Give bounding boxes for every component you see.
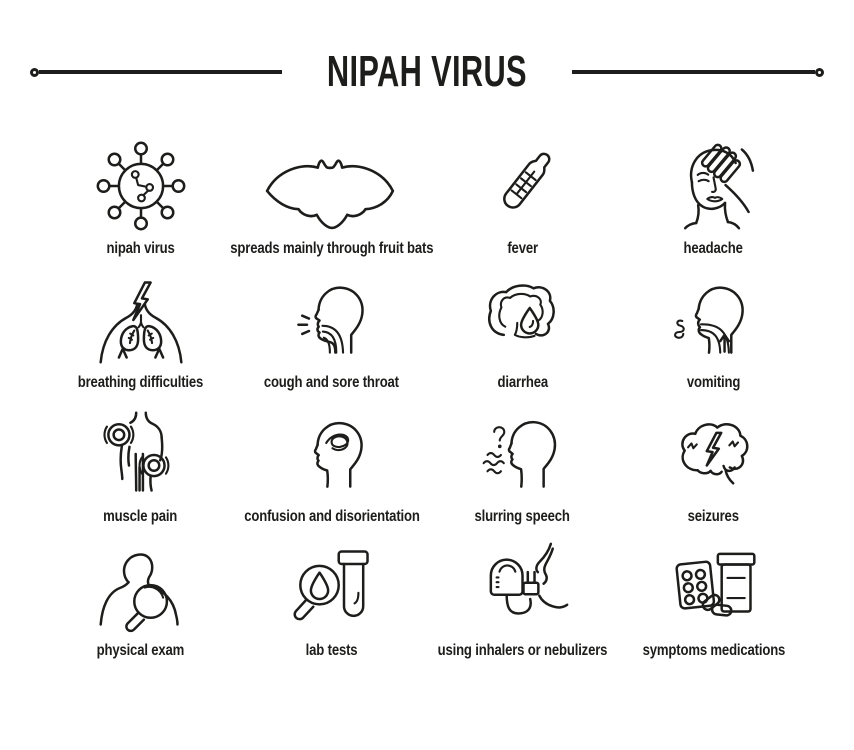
- brain-seizure-icon: [666, 399, 762, 502]
- grid-item-label: seizures: [687, 507, 740, 525]
- right-rule: [572, 70, 815, 74]
- virus-icon: [93, 131, 189, 234]
- grid-item-label: nipah virus: [106, 239, 175, 257]
- vomiting-icon: [666, 265, 762, 368]
- page-title: NIPAH VIRUS: [326, 47, 528, 96]
- grid-item-label: physical exam: [96, 641, 185, 659]
- grid-item-label: headache: [683, 239, 744, 257]
- grid-item-muscle-pain: [45, 392, 236, 526]
- grid-item-label: breathing difficulties: [77, 373, 204, 391]
- grid-item-physical-exam: [45, 526, 236, 660]
- grid-item-medications: [618, 526, 809, 660]
- right-line-dot-icon: [815, 68, 824, 77]
- muscle-pain-icon: [93, 399, 189, 502]
- grid-item-label: cough and sore throat: [263, 373, 400, 391]
- header: [0, 47, 854, 96]
- lungs-icon: [93, 265, 189, 368]
- grid-item-headache: [618, 124, 809, 258]
- grid-item-label: symptoms medications: [642, 641, 785, 659]
- grid-item-label: lab tests: [305, 641, 358, 659]
- grid-item-label: using inhalers or nebulizers: [437, 641, 608, 659]
- grid-item-breathing-difficulties: [45, 258, 236, 392]
- grid-item-label: vomiting: [686, 373, 741, 391]
- grid-item-label: slurring speech: [474, 507, 571, 525]
- confused-head-icon: [284, 399, 380, 502]
- nebulizer-icon: [475, 533, 571, 636]
- lab-tests-icon: [284, 533, 380, 636]
- grid-item-fruit-bats: [229, 124, 434, 258]
- grid-item-label: confusion and disorientation: [243, 507, 420, 525]
- grid-item-fever: [427, 124, 618, 258]
- grid-item-label: fever: [507, 239, 538, 257]
- grid-item-slurring-speech: [427, 392, 618, 526]
- grid-item-label: spreads mainly through fruit bats: [229, 239, 434, 257]
- intestine-icon: [475, 265, 571, 368]
- grid-item-label: diarrhea: [497, 373, 548, 391]
- headache-icon: [666, 131, 762, 234]
- medications-icon: [666, 533, 762, 636]
- grid-item-diarrhea: [427, 258, 618, 392]
- grid-item-seizures: [618, 392, 809, 526]
- thermometer-icon: [475, 131, 571, 234]
- physical-exam-icon: [93, 533, 189, 636]
- grid-item-lab-tests: [236, 526, 427, 660]
- grid-item-confusion: [236, 392, 427, 526]
- icon-grid: [45, 124, 809, 660]
- bat-icon: [261, 131, 403, 234]
- cough-icon: [284, 265, 380, 368]
- grid-item-label: muscle pain: [103, 507, 178, 525]
- grid-item-vomiting: [618, 258, 809, 392]
- grid-item-inhalers: [427, 526, 618, 660]
- slurring-speech-icon: [475, 399, 571, 502]
- left-line-dot-icon: [30, 68, 39, 77]
- left-rule: [39, 70, 282, 74]
- grid-item-cough-sore-throat: [236, 258, 427, 392]
- grid-item-nipah-virus: [45, 124, 236, 258]
